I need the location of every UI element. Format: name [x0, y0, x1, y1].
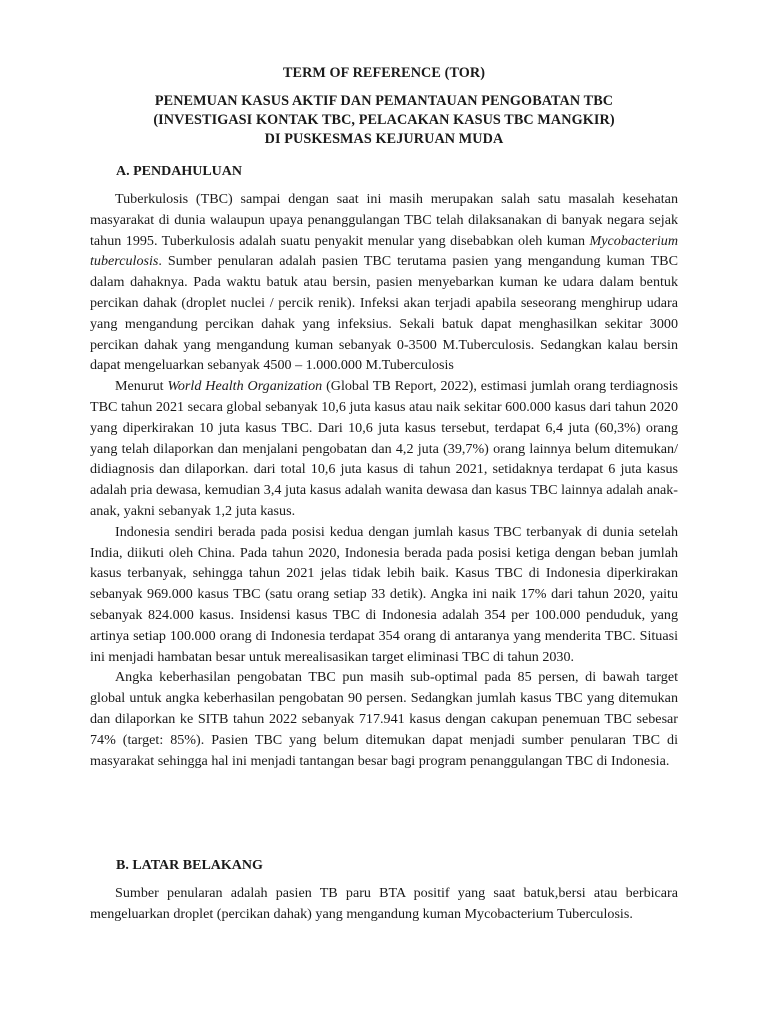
body-paragraph: Indonesia sendiri berada pada posisi kedua dengan jumlah kasus TBC terbanyak di dunia setelah India, diikuti oleh China. Pada tahun 2020, Indonesia berada pada posisi ketiga dengan beban jumlah kasus terbanyak, sehingga tahun 2021 jelas tidak lebih baik. Kasus TBC di Indonesia diperkirakan sebanyak 969.000 kasus TBC (satu orang setiap 33 detik). Angka ini naik 17% dari tahun 2020, yaitu sebanyak 824.000 kasus. Insidensi kasus TBC di Indonesia adalah 354 per 100.000 penduduk, yang artinya setiap 100.000 orang di Indonesia terdapat 354 orang di antaranya yang menderita TBC. Situasi ini menjadi hambatan besar untuk merealisasikan target eliminasi TBC di tahun 2030. — [90, 523, 678, 665]
section-body-pendahuluan — [90, 189, 678, 771]
body-paragraph: Angka keberhasilan pengobatan TBC pun masih sub-optimal pada 85 persen, di bawah target global untuk angka keberhasilan pengobatan 90 persen. Sedangkan jumlah kasus TBC yang ditemukan dan dilaporkan ke SITB tahun 2022 sebanyak 717.941 kasus dengan cakupan penemuan TBC sebesar 74% (target: 85%). Pasien TBC yang belum ditemukan dapat menjadi sumber penularan TBC di masyarakat sehingga hal ini menjadi tantangan besar bagi program penanggulangan TBC di Indonesia. — [90, 669, 678, 769]
subtitle-line: (INVESTIGASI KONTAK TBC, PELACAKAN KASUS TBC MANGKIR) — [153, 112, 615, 128]
body-paragraph: Tuberkulosis (TBC) sampai dengan saat ini masih merupakan salah satu masalah kesehatan masyarakat di dunia walaupun upaya penanggulangan TBC telah dilaksanakan di banyak negara sejak tahun 1995. Tuberkulosis adalah suatu penyakit menular yang disebabkan oleh kuman Mycobacterium tuberculosis. Sumber penularan adalah pasien TBC terutama pasien yang mengandung kuman TBC dalam dahaknya. Pada waktu batuk atau bersin, pasien menyebarkan kuman ke udara dalam bentuk percikan dahak (droplet nuclei / percik renik). Infeksi akan terjadi apabila seseorang menghirup udara yang mengandung percikan dahak yang infeksius. Sekali batuk dapat menghasilkan sekitar 3000 percikan dahak yang mengandung kuman sebanyak 0-3500 M.Tuberculosis. Sedangkan kalau bersin dapat mengeluarkan sebanyak 4500 – 1.000.000 M.Tuberculosis — [90, 191, 678, 374]
section-body-latar-belakang — [90, 883, 678, 925]
title-block — [60, 64, 708, 149]
subtitle-line: PENEMUAN KASUS AKTIF DAN PEMANTAUAN PENGOBATAN TBC — [154, 93, 614, 109]
body-paragraph: Sumber penularan adalah pasien TB paru BTA positif yang saat batuk,bersi atau berbicara mengeluarkan droplet (percikan dahak) yang mengandung kuman Mycobacterium Tuberculosis. — [90, 885, 678, 922]
subtitle-line: DI PUSKESMAS KEJURUAN MUDA — [264, 131, 504, 147]
document-subtitle — [60, 92, 708, 149]
italic-term: World Health Organization — [167, 378, 323, 395]
italic-term: Mycobacterium tuberculosis — [90, 232, 678, 270]
document-title: TERM OF REFERENCE (TOR) — [282, 65, 486, 81]
body-paragraph: Menurut World Health Organization (Global TB Report, 2022), estimasi jumlah orang terdiagnosis TBC tahun 2021 secara global sebanyak 10,6 juta kasus atau naik sekitar 600.000 kasus dari tahun 2020 yang diperkirakan 10 juta kasus TBC. Dari 10,6 juta kasus tersebut, terdapat 6,4 juta (60,3%) orang yang telah dilaporkan dan menjalani pengobatan dan 4,2 juta (39,7%) orang lainnya belum ditemukan/ didiagnosis dan dilaporkan. dari total 10,6 juta kasus di tahun 2021, setidaknya terdapat 6 juta kasus adalah pria dewasa, kemudian 3,4 juta kasus adalah wanita dewasa dan kasus TBC lainnya adalah anak-anak, yakni sebanyak 1,2 juta kasus. — [90, 378, 678, 519]
section-heading-latar-belakang: B. LATAR BELAKANG — [116, 858, 263, 873]
section-heading-pendahuluan: A. PENDAHULUAN — [116, 164, 242, 179]
